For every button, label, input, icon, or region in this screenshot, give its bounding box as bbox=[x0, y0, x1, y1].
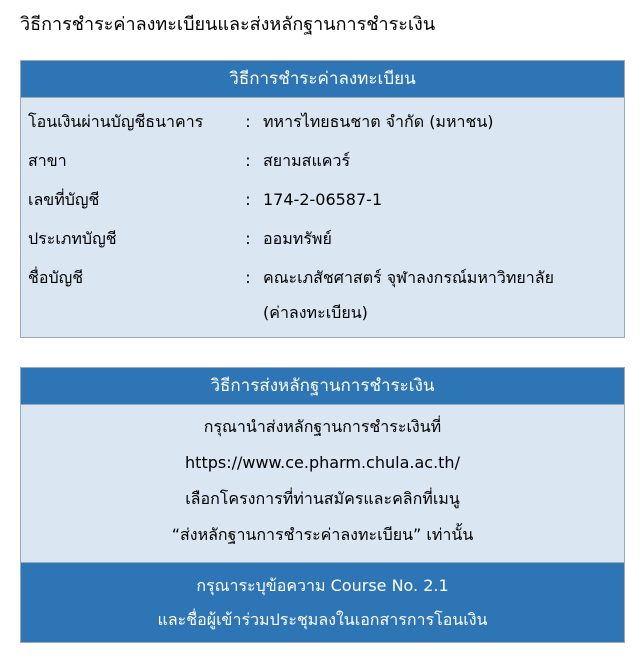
account-name-row bbox=[21, 258, 624, 332]
bank-value: ทหารไทยธนชาต จำกัด (มหาชน) bbox=[263, 112, 494, 131]
note-line: กรุณาระบุข้อความ Course No. 2.1 bbox=[196, 576, 449, 595]
row-separator: : bbox=[245, 151, 251, 170]
row-separator: : bbox=[245, 229, 251, 248]
bank-row bbox=[21, 102, 624, 141]
payment-method-box bbox=[20, 60, 625, 338]
account-name-line1: คณะเภสัชศาสตร์ จุฬาลงกรณ์มหาวิทยาลัย bbox=[263, 268, 554, 287]
website-url: https://www.ce.pharm.chula.ac.th/ bbox=[185, 453, 460, 472]
evidence-box bbox=[20, 367, 625, 643]
account-name-line2: (ค่าลงทะเบียน) bbox=[263, 303, 368, 322]
row-separator: : bbox=[245, 112, 251, 131]
page-title: วิธีการชำระค่าลงทะเบียนและส่งหลักฐานการชำระเงิน bbox=[20, 14, 436, 35]
account-name-label: ชื่อบัญชี bbox=[28, 268, 84, 287]
account-type-row bbox=[21, 219, 624, 258]
note-line: และชื่อผู้เข้าร่วมประชุมลงในเอกสารการโอนเงิน bbox=[157, 610, 488, 629]
branch-row bbox=[21, 141, 624, 180]
instruction-line: “ส่งหลักฐานการชำระค่าลงทะเบียน” เท่านั้น bbox=[171, 525, 474, 544]
instruction-line: กรุณานำส่งหลักฐานการชำระเงินที่ bbox=[203, 417, 442, 436]
account-number-row bbox=[21, 180, 624, 219]
bank-label: โอนเงินผ่านบัญชีธนาคาร bbox=[28, 112, 204, 131]
account-type-value: ออมทรัพย์ bbox=[263, 229, 332, 248]
account-type-label: ประเภทบัญชี bbox=[28, 229, 117, 248]
branch-label: สาขา bbox=[28, 151, 67, 170]
payment-method-header: วิธีการชำระค่าลงทะเบียน bbox=[21, 61, 624, 98]
evidence-header: วิธีการส่งหลักฐานการชำระเงิน bbox=[21, 368, 624, 405]
account-number-label: เลขที่บัญชี bbox=[28, 190, 100, 209]
branch-value: สยามสแควร์ bbox=[263, 151, 351, 170]
evidence-instructions bbox=[21, 405, 624, 563]
bank-details bbox=[21, 98, 624, 332]
account-number-value: 174-2-06587-1 bbox=[263, 190, 383, 209]
instruction-line: เลือกโครงการที่ท่านสมัครและคลิกที่เมนู bbox=[185, 489, 460, 508]
evidence-note bbox=[21, 562, 624, 642]
row-separator: : bbox=[245, 190, 251, 209]
account-name-value bbox=[263, 258, 624, 332]
row-separator: : bbox=[245, 268, 251, 287]
